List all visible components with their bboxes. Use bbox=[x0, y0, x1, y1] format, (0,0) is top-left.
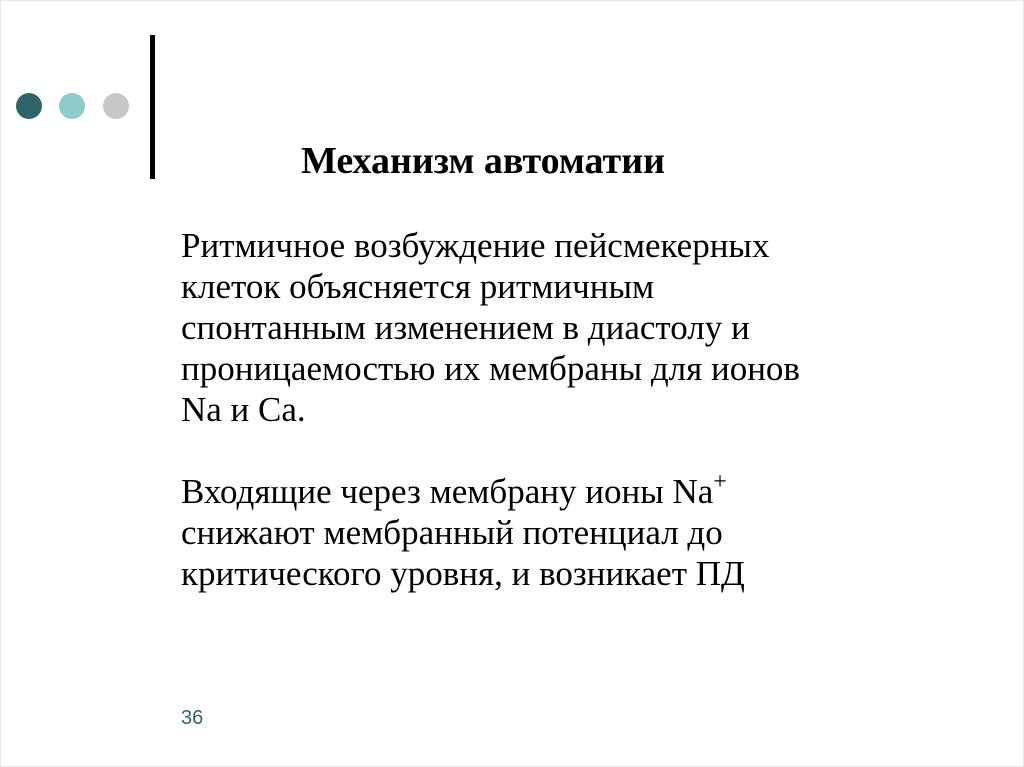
paragraph-line: Ритмичное возбуждение пейсмекерных bbox=[181, 226, 770, 265]
decorative-vertical-rule bbox=[150, 35, 155, 179]
paragraph-line: клеток объясняется ритмичным bbox=[181, 267, 655, 306]
paragraph-line bbox=[181, 471, 745, 512]
decorative-dot-gray bbox=[103, 93, 129, 119]
paragraph-pacemaker-excitation bbox=[181, 225, 800, 430]
paragraph-line: проницаемостью их мембраны для ионов bbox=[181, 349, 800, 388]
paragraph-line: критического уровня, и возникает ПД bbox=[181, 554, 745, 593]
paragraph-line: Na и Ca. bbox=[181, 390, 306, 429]
superscript-plus: + bbox=[713, 469, 727, 495]
paragraph-sodium-ions bbox=[181, 471, 745, 594]
page-number: 36 bbox=[181, 707, 204, 729]
paragraph-line-text: Входящие через мембрану ионы Na bbox=[181, 472, 714, 511]
slide-title: Механизм автоматии bbox=[301, 140, 665, 182]
decorative-dot-light bbox=[59, 93, 85, 119]
paragraph-line: спонтанным изменением в диастолу и bbox=[181, 308, 750, 347]
paragraph-line: снижают мембранный потенциал до bbox=[181, 513, 723, 552]
decorative-dot-dark bbox=[16, 93, 42, 119]
